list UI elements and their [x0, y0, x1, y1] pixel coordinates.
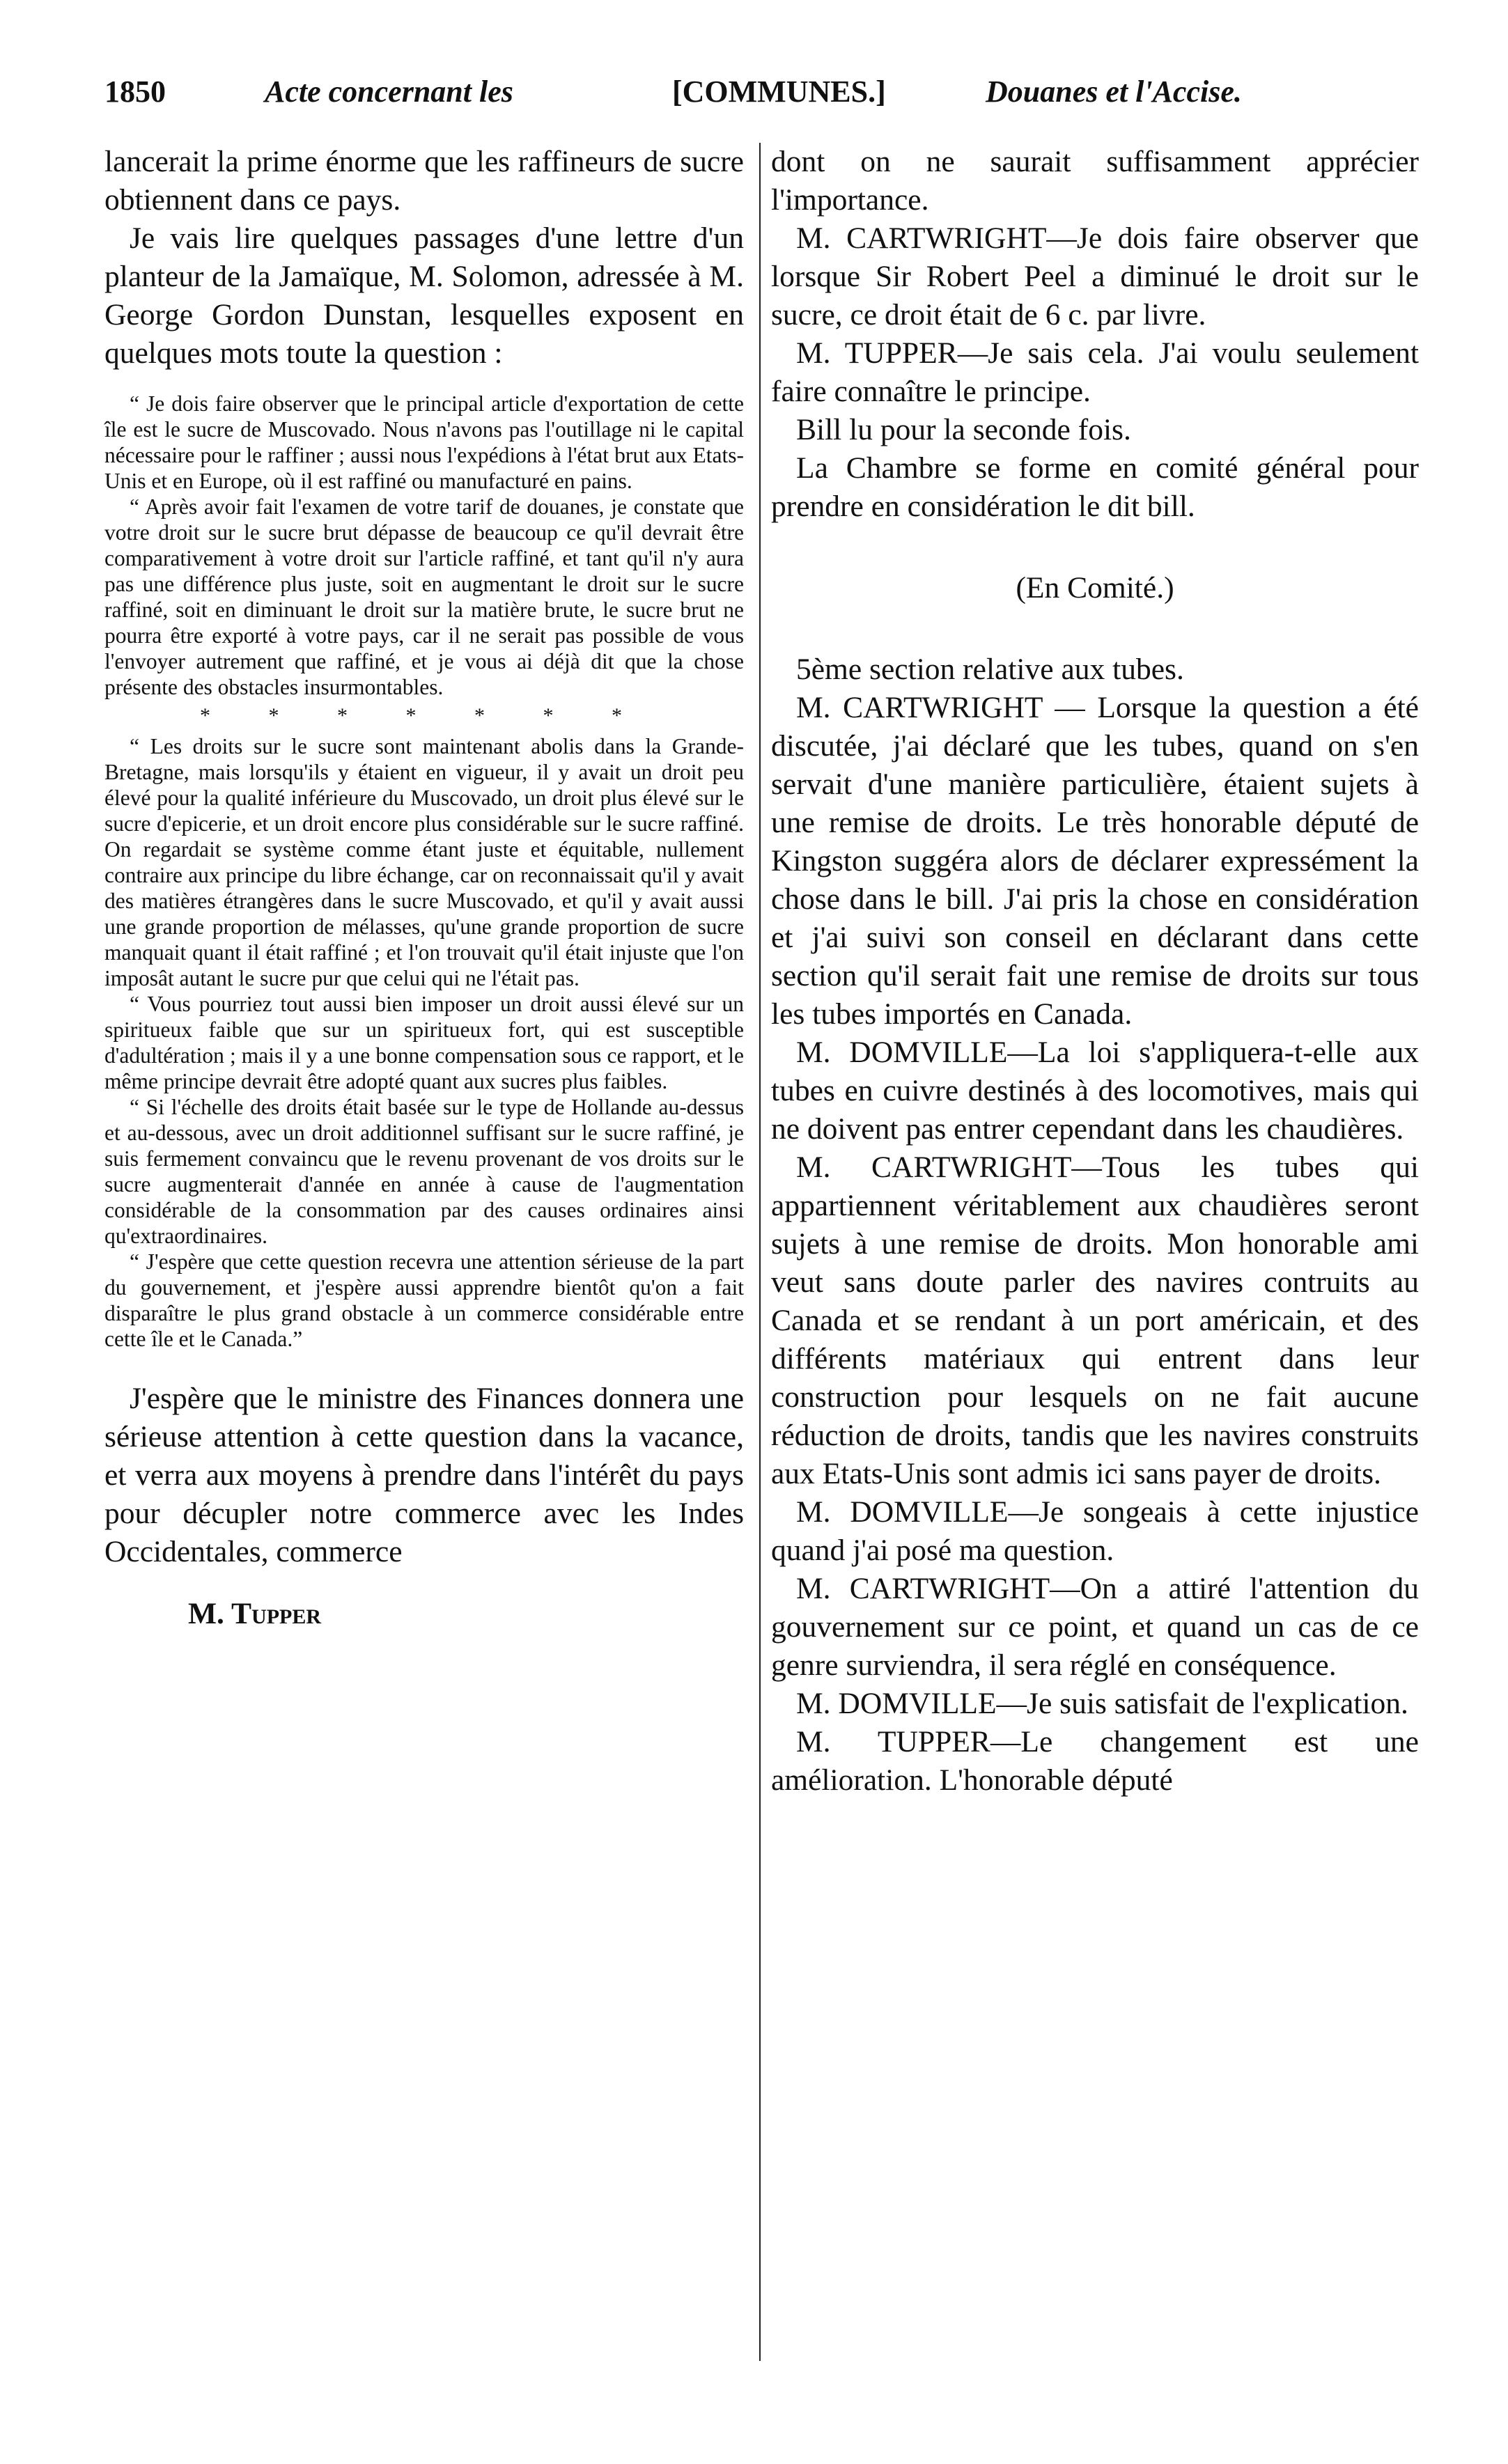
paragraph: Je vais lire quelques passages d'une lettre d'un planteur de la Jamaïque, M. Solomon, adressée à M. George Gordon Dunstan, lesquelles exposent en quelques mots toute la question :	[104, 221, 744, 370]
speech-cartwright: M. CARTWRIGHT — Lorsque la question a été discutée, j'ai déclaré que les tubes, quand on s'en servait d'une manière particulière, étaient sujets à une remise de droits. Le très honorable député de Kingston suggéra alors de déclarer expressément la chose dans le bill. J'ai pris la chose en considération et j'ai suivi son conseil en déclarant dans cette section qu'il serait fait une remise de droits sur tous les tubes importés en Canada.	[771, 691, 1419, 1031]
section-heading: 5ème section relative aux tubes.	[796, 653, 1184, 686]
speech-tupper: M. TUPPER—Je sais cela. J'ai voulu seulement faire connaître le principe.	[771, 336, 1419, 408]
quote-paragraph: “ Je dois faire observer que le principal article d'exportation de cette île est le sucre de Muscovado. Nous n'avons pas l'outillage ni le capital nécessaire pour le raffiner ; aussi nous l'expédions à l'état brut aux Etats-Unis et en Europe, où il est raffiné ou manufacturé en pains.	[104, 391, 744, 493]
running-title-right: Douanes et l'Accise.	[986, 75, 1242, 109]
speech-tupper: M. TUPPER—Le changement est une amélioration. L'honorable député	[771, 1725, 1419, 1797]
speaker-catchword: M. Tupper	[188, 1597, 322, 1630]
quoted-letter	[104, 391, 744, 1352]
quote-paragraph: “ Vous pourriez tout aussi bien imposer un droit aussi élevé sur un spiritueux faible que sur un spiritueux fort, qui est susceptible d'adultération ; mais il y a une bonne compensation sous ce rapport, et le même principe devrait être adopté quant aux sucres plus faibles.	[104, 992, 744, 1093]
committee-heading: (En Comité.)	[1016, 571, 1174, 605]
right-column	[771, 143, 1419, 1800]
running-title-center: [COMMUNES.]	[672, 75, 886, 109]
ellipsis-stars: * * * * * * *	[200, 704, 648, 727]
procedure-note: La Chambre se forme en comité général pour prendre en considération le dit bill.	[771, 451, 1419, 523]
paragraph: dont on ne saurait suffisamment apprécier l'importance.	[771, 145, 1419, 217]
running-title-left: Acte concernant les	[265, 75, 513, 109]
speech-cartwright: M. CARTWRIGHT—Tous les tubes qui appartiennent véritablement aux chaudières seront sujets à une remise de droits. Mon honorable ami veut sans doute parler des navires contruits au Canada et se rendant à un port américain, et des différents matériaux qui entrent dans leur construction pour lesquels on ne fait aucune réduction de droits, tandis que les navires construits aux Etats-Unis sont admis ici sans payer de droits.	[771, 1151, 1419, 1490]
left-column	[104, 143, 744, 1633]
speech-domville: M. DOMVILLE—Je suis satisfait de l'explication.	[796, 1687, 1408, 1720]
quote-paragraph: “ Les droits sur le sucre sont maintenant abolis dans la Grande-Bretagne, mais lorsqu'ils y étaient en vigueur, il y avait un droit peu élevé pour la qualité inférieure du Muscovado, un droit plus élevé sur le sucre d'epicerie, et un droit encore plus considérable sur le sucre raffiné. On regardait se système comme étant juste et équitable, nullement contraire aux principe du libre échange, car on reconnaissait qu'il y avait des matières étrangères dans le sucre Muscovado, et qu'il y avait aussi une grande proportion de mélasses, qu'une grande proportion de sucre manquait quant il était raffiné ; et l'on trouvait qu'il était injuste que l'on imposât autant le sucre pur que celui qui ne l'était pas.	[104, 734, 744, 990]
quote-paragraph: “ J'espère que cette question recevra une attention sérieuse de la part du gouvernement, et j'espère aussi apprendre bientôt qu'on a fait disparaître le plus grand obstacle à un commerce considérable entre cette île et le Canada.”	[104, 1249, 744, 1351]
column-divider	[759, 143, 761, 2361]
speech-domville: M. DOMVILLE—Je songeais à cette injustice quand j'ai posé ma question.	[771, 1495, 1419, 1567]
speech-domville: M. DOMVILLE—La loi s'appliquera-t-elle aux tubes en cuivre destinés à des locomotives, mais qui ne doivent pas entrer cependant dans les chaudières.	[771, 1036, 1419, 1146]
quote-paragraph: “ Après avoir fait l'examen de votre tarif de douanes, je constate que votre droit sur le sucre brut dépasse de beaucoup ce qu'il devrait être comparativement à votre droit sur l'article raffiné, et tant qu'il n'y aura pas une différence plus juste, soit en augmentant le droit sur le sucre raffiné, soit en diminuant le droit sur la matière brute, le sucre brut ne pourra être exporté à votre pays, car il ne serait pas possible de vous l'envoyer autrement que raffiné, et je vous ai déjà dit que la chose présente des obstacles insurmontables.	[104, 494, 744, 699]
speech-cartwright: M. CARTWRIGHT—Je dois faire observer que lorsque Sir Robert Peel a diminué le droit sur le sucre, ce droit était de 6 c. par livre.	[771, 221, 1419, 332]
speech-cartwright: M. CARTWRIGHT—On a attiré l'attention du gouvernement sur ce point, et quand un cas de ce genre surviendra, il sera réglé en conséquence.	[771, 1572, 1419, 1682]
quote-paragraph: “ Si l'échelle des droits était basée sur le type de Hollande au-dessus et au-dessous, avec un droit additionnel suffisant sur le sucre raffiné, je suis fermement convaincu que le revenu provenant de vos droits sur le sucre augmenterait d'année en année à cause de l'augmentation considérable de la consommation par des causes ordinaires ainsi qu'extraordinaires.	[104, 1095, 744, 1248]
procedure-note: Bill lu pour la seconde fois.	[796, 413, 1131, 446]
page-header	[104, 70, 1303, 118]
paragraph: lancerait la prime énorme que les raffineurs de sucre obtiennent dans ce pays.	[104, 145, 744, 217]
paragraph: J'espère que le ministre des Finances donnera une sérieuse attention à cette question dans la vacance, et verra aux moyens à prendre dans l'intérêt du pays pour décupler notre commerce avec les Indes Occidentales, commerce	[104, 1382, 744, 1568]
page-number: 1850	[104, 75, 166, 109]
